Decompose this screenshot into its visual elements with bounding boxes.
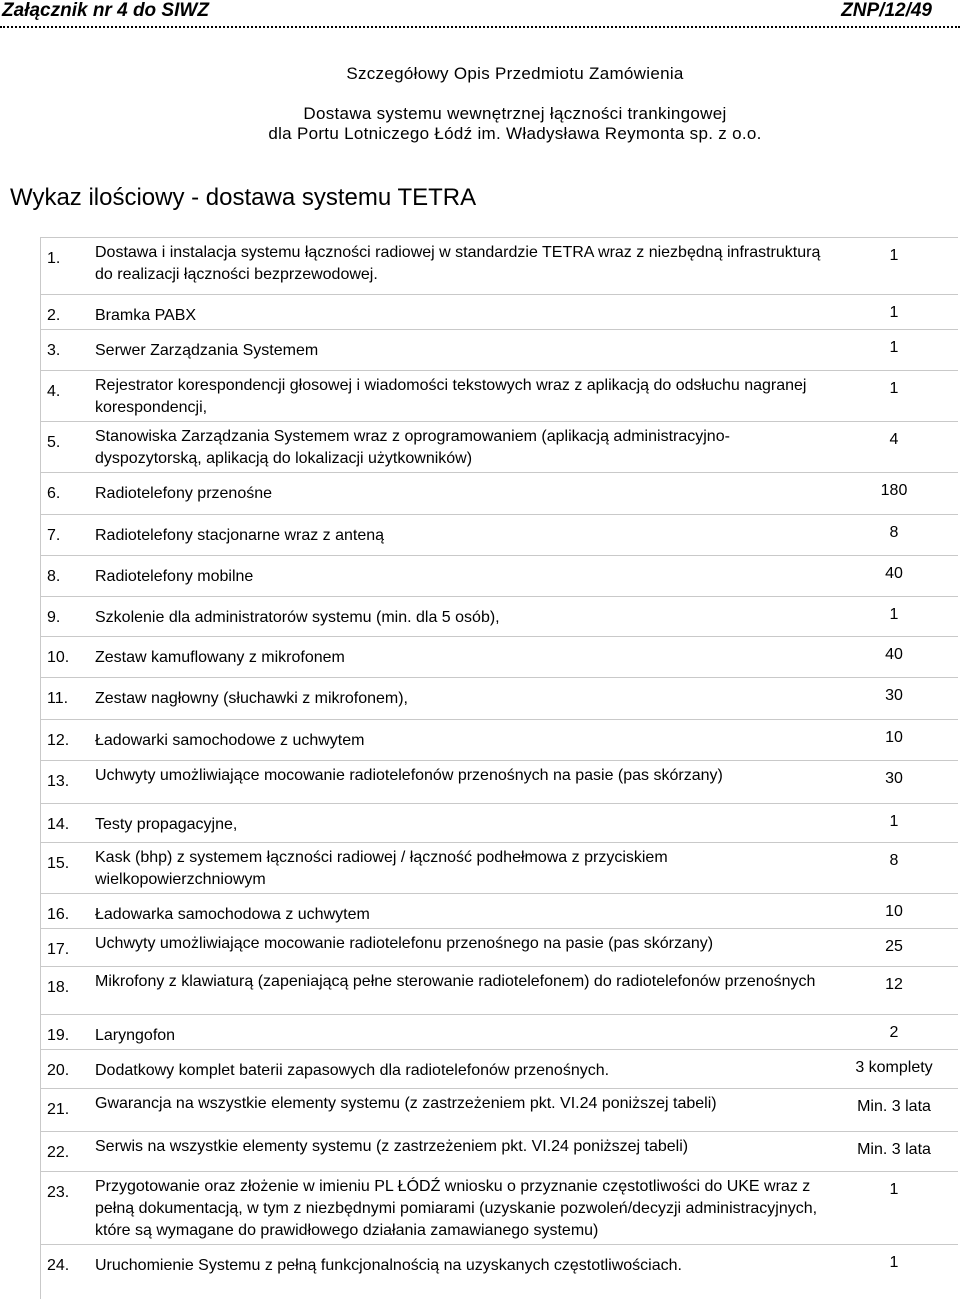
item-quantity: 1 <box>830 330 958 371</box>
item-number: 5. <box>40 422 95 473</box>
item-quantity: 40 <box>830 556 958 597</box>
item-number: 14. <box>40 804 95 843</box>
header-divider <box>0 26 960 29</box>
document-subtitle-line2: dla Portu Lotniczego Łódź im. Władysława Reymonta sp. z o.o. <box>268 124 762 143</box>
item-description: Mikrofony z klawiaturą (zapeniającą pełne sterowanie radiotelefonem) do radiotelefonów przenośnych <box>95 967 830 1015</box>
table-row <box>40 894 958 929</box>
item-number: 20. <box>40 1050 95 1089</box>
item-number: 12. <box>40 720 95 761</box>
item-quantity: Min. 3 lata <box>830 1132 958 1172</box>
item-description: Dodatkowy komplet baterii zapasowych dla radiotelefonów przenośnych. <box>95 1050 830 1089</box>
item-number: 15. <box>40 843 95 894</box>
item-quantity: 1 <box>830 597 958 637</box>
item-description: Serwer Zarządzania Systemem <box>95 330 830 371</box>
item-description: Serwis na wszystkie elementy systemu (z zastrzeżeniem pkt. VI.24 poniższej tabeli) <box>95 1132 830 1172</box>
table-row <box>40 597 958 637</box>
item-description: Przygotowanie oraz złożenie w imieniu PL ŁÓDŹ wniosku o przyznanie częstotliwości do UKE wraz z pełną dokumentacją, w tym z niezbędnymi pomiarami (uzyskanie pozwoleń/decyzji administracyjnych, które są wymagane do prawidłowego działania zamawianego systemu) <box>95 1172 830 1245</box>
annex-label: Załącznik nr 4 do SIWZ <box>2 0 209 21</box>
page-header <box>0 0 960 22</box>
document-reference: ZNP/12/49 <box>841 0 932 21</box>
table-row <box>40 1089 958 1132</box>
item-number: 16. <box>40 894 95 929</box>
item-description: Dostawa i instalacja systemu łączności radiowej w standardzie TETRA wraz z niezbędną infrastrukturą do realizacji łączności bezprzewodowej. <box>95 238 830 295</box>
table-row <box>40 1172 958 1245</box>
items-table-body <box>40 238 958 1280</box>
table-row <box>40 1132 958 1172</box>
item-number: 11. <box>40 678 95 720</box>
item-number: 2. <box>40 295 95 330</box>
item-number: 13. <box>40 761 95 804</box>
item-quantity: 1 <box>830 1172 958 1245</box>
table-row <box>40 295 958 330</box>
item-quantity: 4 <box>830 422 958 473</box>
section-title: Wykaz ilościowy - dostawa systemu TETRA <box>10 184 477 211</box>
item-description: Rejestrator korespondencji głosowej i wiadomości tekstowych wraz z aplikacją do odsłuchu nagranej korespondencji, <box>95 371 830 422</box>
item-number: 19. <box>40 1015 95 1050</box>
table-row <box>40 556 958 597</box>
item-number: 24. <box>40 1245 95 1280</box>
table-row <box>40 804 958 843</box>
table-row <box>40 1015 958 1050</box>
table-row <box>40 843 958 894</box>
item-description: Radiotelefony przenośne <box>95 473 830 515</box>
item-number: 10. <box>40 637 95 678</box>
item-number: 9. <box>40 597 95 637</box>
item-quantity: 180 <box>830 473 958 515</box>
table-row <box>40 761 958 804</box>
item-quantity: 1 <box>830 295 958 330</box>
table-row <box>40 515 958 556</box>
table-row <box>40 929 958 967</box>
item-description: Kask (bhp) z systemem łączności radiowej / łączność podhełmowa z przyciskiem wielkopowierzchniowym <box>95 843 830 894</box>
item-description: Testy propagacyjne, <box>95 804 830 843</box>
table-row <box>40 1050 958 1089</box>
item-quantity: 1 <box>830 371 958 422</box>
item-number: 17. <box>40 929 95 967</box>
item-quantity: 12 <box>830 967 958 1015</box>
item-quantity: 10 <box>830 894 958 929</box>
item-number: 8. <box>40 556 95 597</box>
item-quantity: 40 <box>830 637 958 678</box>
item-quantity: 10 <box>830 720 958 761</box>
item-quantity: 30 <box>830 678 958 720</box>
item-description: Ładowarki samochodowe z uchwytem <box>95 720 830 761</box>
document-subtitle-line1: Dostawa systemu wewnętrznej łączności trankingowej <box>303 104 727 123</box>
item-description: Uchwyty umożliwiające mocowanie radiotelefonu przenośnego na pasie (pas skórzany) <box>95 929 830 967</box>
item-description: Szkolenie dla administratorów systemu (min. dla 5 osób), <box>95 597 830 637</box>
table-row <box>40 967 958 1015</box>
item-quantity: 1 <box>830 238 958 295</box>
item-description: Gwarancja na wszystkie elementy systemu (z zastrzeżeniem pkt. VI.24 poniższej tabeli) <box>95 1089 830 1132</box>
item-description: Bramka PABX <box>95 295 830 330</box>
item-number: 1. <box>40 238 95 295</box>
item-quantity: 2 <box>830 1015 958 1050</box>
item-number: 7. <box>40 515 95 556</box>
item-number: 3. <box>40 330 95 371</box>
item-description: Zestaw nagłowny (słuchawki z mikrofonem), <box>95 678 830 720</box>
table-row <box>40 637 958 678</box>
item-number: 23. <box>40 1172 95 1245</box>
item-quantity: 1 <box>830 1245 958 1280</box>
table-row <box>40 371 958 422</box>
table-row <box>40 678 958 720</box>
items-table <box>40 237 958 1279</box>
item-description: Uchwyty umożliwiające mocowanie radiotelefonów przenośnych na pasie (pas skórzany) <box>95 761 830 804</box>
item-quantity: 8 <box>830 843 958 894</box>
item-description: Laryngofon <box>95 1015 830 1050</box>
table-row <box>40 238 958 295</box>
item-description: Uruchomienie Systemu z pełną funkcjonalnością na uzyskanych częstotliwościach. <box>95 1245 830 1280</box>
item-quantity: Min. 3 lata <box>830 1089 958 1132</box>
item-quantity: 25 <box>830 929 958 967</box>
item-number: 4. <box>40 371 95 422</box>
table-row <box>40 473 958 515</box>
table-row <box>40 720 958 761</box>
table-row <box>40 422 958 473</box>
item-quantity: 30 <box>830 761 958 804</box>
item-number: 18. <box>40 967 95 1015</box>
item-number: 22. <box>40 1132 95 1172</box>
item-quantity: 1 <box>830 804 958 843</box>
document-title: Szczegółowy Opis Przedmiotu Zamówienia <box>346 64 684 83</box>
item-description: Stanowiska Zarządzania Systemem wraz z oprogramowaniem (aplikacją administracyjno-dyspozytorską, aplikacją do lokalizacji użytkowników) <box>95 422 830 473</box>
item-description: Radiotelefony mobilne <box>95 556 830 597</box>
item-quantity: 3 komplety <box>830 1050 958 1089</box>
item-description: Ładowarka samochodowa z uchwytem <box>95 894 830 929</box>
table-row <box>40 330 958 371</box>
table-row <box>40 1245 958 1280</box>
item-number: 6. <box>40 473 95 515</box>
item-description: Radiotelefony stacjonarne wraz z anteną <box>95 515 830 556</box>
item-number: 21. <box>40 1089 95 1132</box>
item-quantity: 8 <box>830 515 958 556</box>
item-description: Zestaw kamuflowany z mikrofonem <box>95 637 830 678</box>
